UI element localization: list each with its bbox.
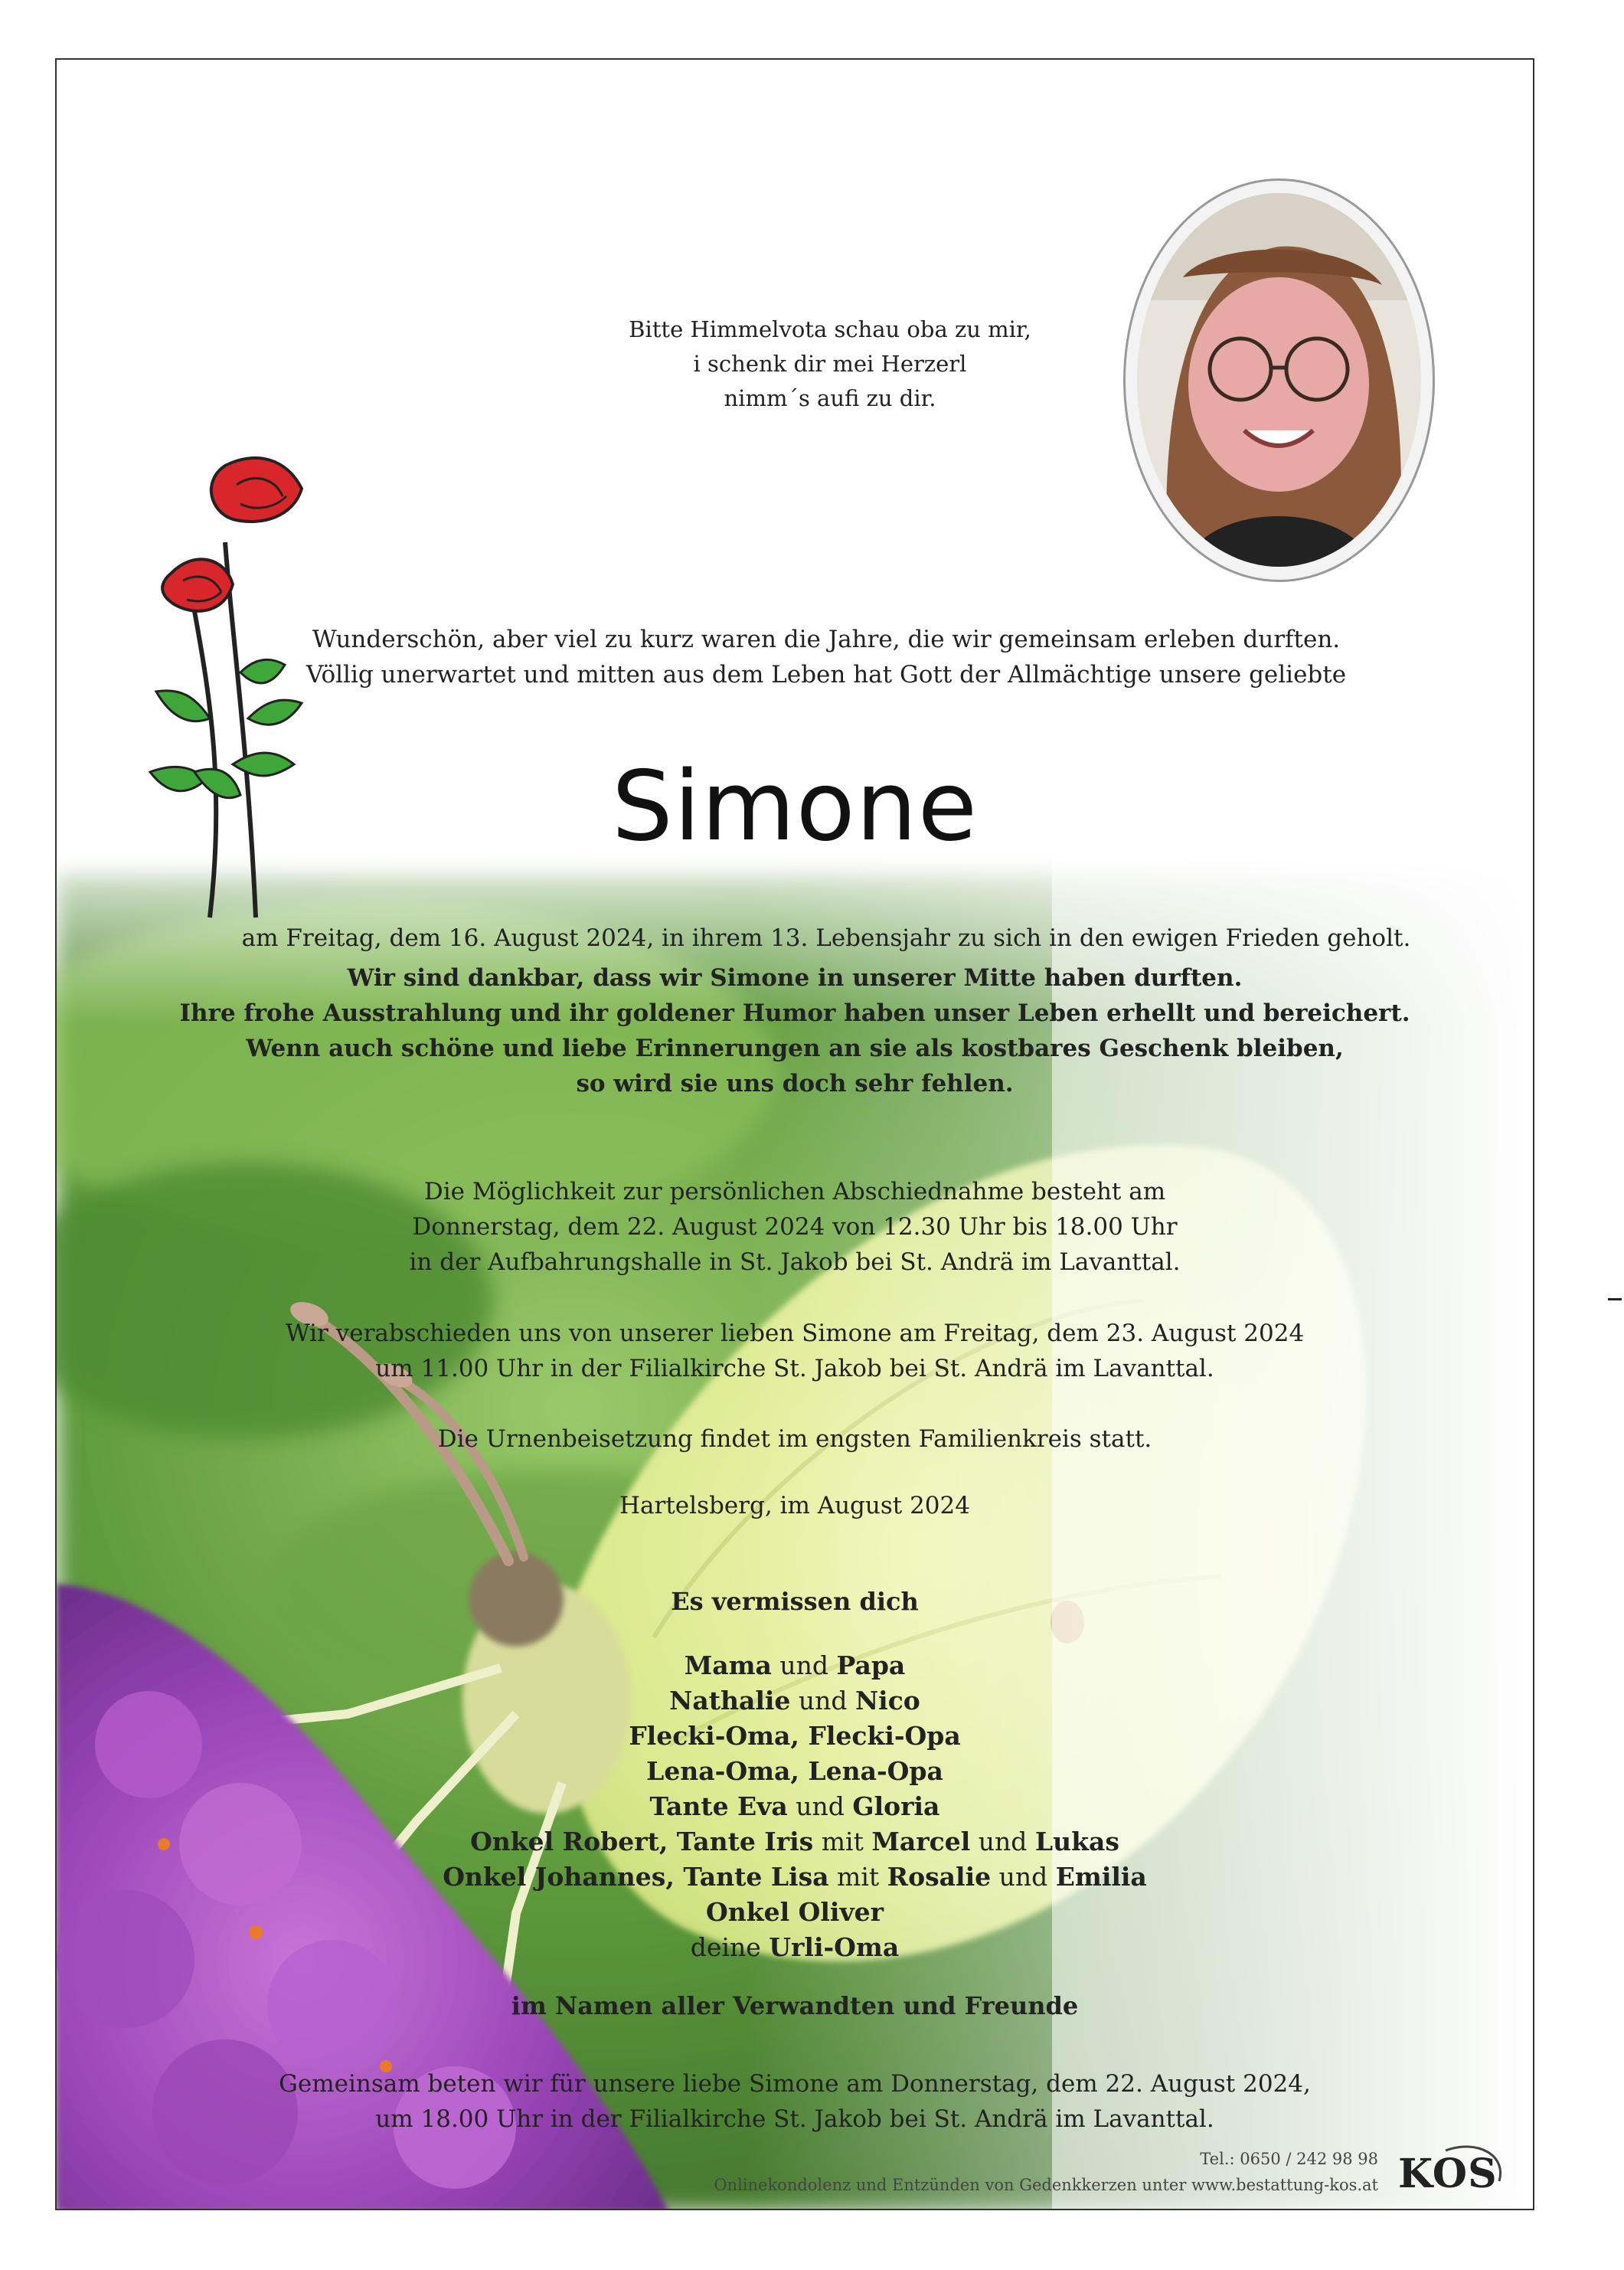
mourner-connector: deine [690, 1932, 770, 1962]
viewing-line: Donnerstag, dem 22. August 2024 von 12.30 Uhr bis 18.00 Uhr [412, 1213, 1178, 1241]
mourner-line [57, 1719, 1533, 1754]
gratitude-text [57, 960, 1533, 1101]
mourner-name: Mama [684, 1650, 772, 1680]
funeral-line: Wir verabschieden uns von unserer lieben Simone am Freitag, dem 23. August 2024 [285, 1320, 1305, 1347]
mourner-name: Emilia [1055, 1862, 1147, 1892]
gratitude-line: Ihre frohe Ausstrahlung und ihr goldener Humor haben unser Leben erhellt und bereichert. [179, 999, 1410, 1027]
mourner-connector: mit [813, 1827, 872, 1856]
mourner-name: Marcel [871, 1827, 971, 1856]
mourner-line [57, 1648, 1533, 1683]
mourner-line [57, 1824, 1533, 1860]
gratitude-line: Wir sind dankbar, dass wir Simone in unserer Mitte haben durften. [347, 964, 1243, 992]
mourner-name: Onkel Oliver [706, 1897, 884, 1927]
mourner-name: Nico [855, 1686, 920, 1716]
mourner-name: Lena-Oma, Lena-Opa [646, 1756, 943, 1786]
intro-text [202, 622, 1450, 692]
mourner-connector: mit [828, 1862, 887, 1892]
mourner-line [57, 1789, 1533, 1824]
viewing-line: Die Möglichkeit zur persönlichen Abschiednahme besteht am [423, 1178, 1166, 1205]
mourner-name: Flecki-Oma, Flecki-Opa [629, 1721, 961, 1751]
viewing-line: in der Aufbahrungshalle in St. Jakob bei St. Andrä im Lavanttal. [409, 1248, 1181, 1276]
mourner-line [57, 1860, 1533, 1895]
funeral-info [57, 1316, 1533, 1386]
motto-line: Bitte Himmelvota schau oba zu mir, [629, 316, 1031, 342]
mourner-line [57, 1930, 1533, 1965]
intro-line: Wunderschön, aber viel zu kurz waren die Jahre, die wir gemeinsam erleben durften. [312, 626, 1341, 653]
mourner-name: Papa [836, 1650, 906, 1680]
mourner-name: Urli-Oma [769, 1932, 900, 1962]
gratitude-line: Wenn auch schöne und liebe Erinnerungen an sie als kostbares Geschenk bleiben, [246, 1035, 1344, 1062]
mourner-name: Onkel Johannes, Tante Lisa [443, 1862, 829, 1892]
mourner-connector: und [790, 1686, 856, 1716]
prayer-info [57, 2066, 1533, 2137]
footer-phone: Tel.: 0650 / 242 98 98 [1200, 2150, 1378, 2168]
deceased-name: Simone [611, 750, 979, 862]
urn-burial-info: Die Urnenbeisetzung findet im engsten Familienkreis statt. [437, 1425, 1152, 1453]
gratitude-line: so wird sie uns doch sehr fehlen. [576, 1070, 1014, 1097]
mourners-heading: Es vermissen dich [671, 1587, 919, 1616]
prayer-line: Gemeinsam beten wir für unsere liebe Simone am Donnerstag, dem 22. August 2024, [279, 2070, 1311, 2098]
mourner-name: Lukas [1034, 1827, 1119, 1856]
funeral-line: um 11.00 Uhr in der Filialkirche St. Jakob bei St. Andrä im Lavanttal. [375, 1355, 1214, 1382]
kos-logo [1392, 2143, 1507, 2198]
mourners-list [57, 1648, 1533, 1965]
motto-line: i schenk dir mei Herzerl [693, 351, 967, 377]
mourner-connector: und [991, 1862, 1056, 1892]
relatives-line: im Namen aller Verwandten und Freunde [511, 1991, 1079, 2020]
edge-mark [1608, 1298, 1622, 1300]
portrait-photo [1137, 193, 1421, 567]
mourner-line [57, 1895, 1533, 1930]
place-date: Hartelsberg, im August 2024 [619, 1492, 970, 1519]
obituary-card [55, 58, 1534, 2210]
mourner-name: Tante Eva [649, 1791, 788, 1821]
motto-line: nimm´s aufi zu dir. [724, 385, 936, 411]
mourner-line [57, 1683, 1533, 1719]
mourner-line [57, 1754, 1533, 1789]
death-date-line: am Freitag, dem 16. August 2024, in ihrem 13. Lebensjahr zu sich in den ewigen Frieden geholt. [241, 924, 1411, 952]
mourner-name: Nathalie [669, 1686, 791, 1716]
logo-text: KOS [1398, 2151, 1498, 2197]
mourner-name: Onkel Robert, Tante Iris [470, 1827, 814, 1856]
footer-website-link[interactable]: Onlinekondolenz und Entzünden von Gedenkkerzen unter www.bestattung-kos.at [714, 2176, 1378, 2194]
prayer-line: um 18.00 Uhr in der Filialkirche St. Jakob bei St. Andrä im Lavanttal. [375, 2105, 1214, 2133]
mourner-connector: und [787, 1791, 853, 1821]
mourner-name: Gloria [852, 1791, 940, 1821]
intro-line: Völlig unerwartet und mitten aus dem Leben hat Gott der Allmächtige unsere geliebte [306, 661, 1347, 689]
viewing-info [57, 1174, 1533, 1280]
mourner-name: Rosalie [887, 1862, 992, 1892]
mourner-connector: und [970, 1827, 1035, 1856]
mourner-connector: und [771, 1650, 837, 1680]
